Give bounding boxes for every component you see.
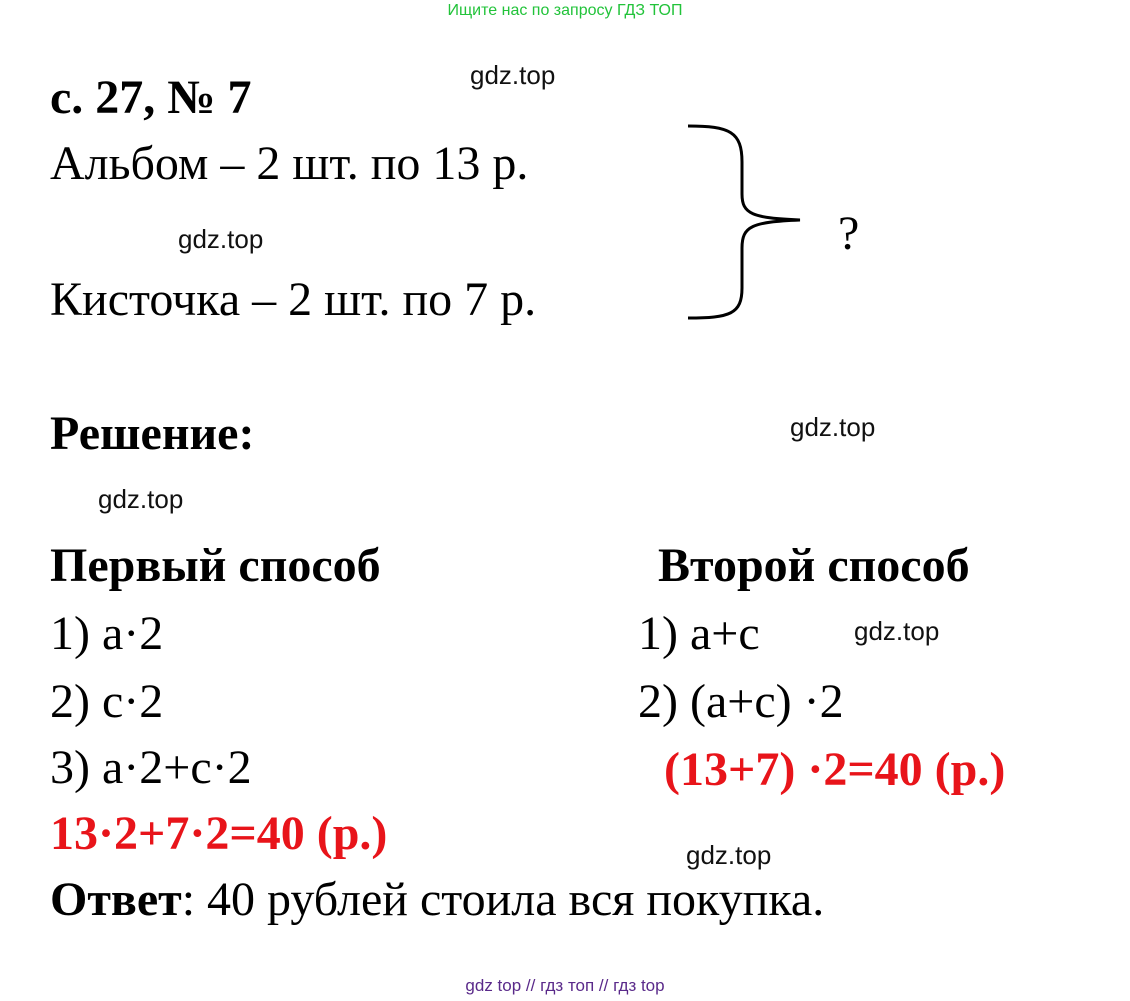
- method2-heading: Второй способ: [658, 539, 970, 592]
- curly-brace-icon: [680, 118, 810, 328]
- footer-links: gdz top // гдз топ // гдз top: [465, 976, 665, 995]
- top-banner: Ищите нас по запросу ГДЗ ТОП: [447, 2, 683, 19]
- method1-step-1: 1) a·2: [50, 607, 164, 660]
- method1-result: 13·2+7·2=40 (р.): [50, 807, 388, 860]
- answer-line: [50, 873, 825, 926]
- method2-step-2: 2) (a+c) ·2: [638, 675, 844, 728]
- watermark: gdz.top: [790, 412, 876, 442]
- page-title: с. 27, № 7: [50, 71, 252, 124]
- method2-result: (13+7) ·2=40 (р.): [664, 743, 1006, 796]
- given-line-brush: Кисточка – 2 шт. по 7 р.: [50, 273, 537, 326]
- answer-label: Ответ: [50, 873, 182, 926]
- watermark: gdz.top: [470, 60, 556, 90]
- watermark: gdz.top: [686, 840, 772, 870]
- method1-heading: Первый способ: [50, 539, 381, 592]
- method1-step-3: 3) a·2+c·2: [50, 741, 252, 794]
- method1-step-2: 2) c·2: [50, 675, 164, 728]
- question-mark: ?: [838, 207, 860, 260]
- given-line-album: Альбом – 2 шт. по 13 р.: [50, 137, 529, 190]
- watermark: gdz.top: [178, 224, 264, 254]
- solution-heading: Решение:: [50, 407, 255, 460]
- method2-step-1: 1) a+c: [638, 607, 760, 660]
- watermark: gdz.top: [98, 484, 184, 514]
- watermark: gdz.top: [854, 616, 940, 646]
- answer-text: : 40 рублей стоила вся покупка.: [181, 873, 825, 926]
